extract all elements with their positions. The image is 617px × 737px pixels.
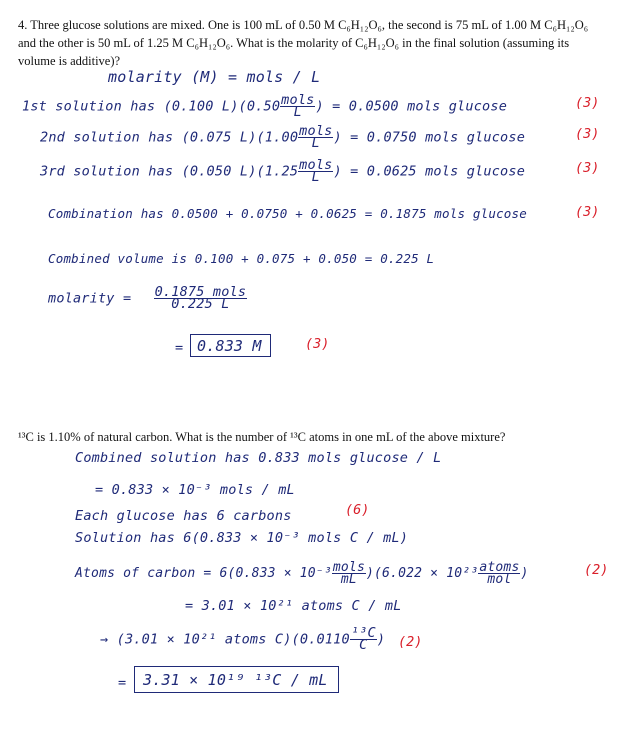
atoms-result-line: = 3.01 × 10²¹ atoms C / mL [185,598,402,614]
atoms-line-end: ) [520,566,529,581]
atoms-fraction-1 [332,562,366,585]
solution-3-line [40,157,526,185]
molarity-calculation [48,284,247,312]
molarity-label: molarity = [48,290,132,307]
solution-2-numerator: mols [299,123,333,139]
carbons-line: Each glucose has 6 carbons [75,508,292,524]
isotope-line-end: ) [376,631,386,648]
answer-box-1: 0.833 M [190,334,271,357]
solution-2-denominator: L [311,135,320,151]
solution-3-numerator: mols [299,157,333,173]
atoms-fraction-1-denominator: mL [340,572,357,587]
solution-2-points: (3) [575,126,600,142]
solution-3-result: ) = 0.0625 mols glucose [333,163,526,180]
isotope-numerator: ¹³C [350,625,376,641]
solution-3-denominator: L [311,169,320,185]
molarity-definition: molarity (M) = mols / L [108,68,321,86]
atoms-points: (2) [584,562,609,578]
solution-1-start: 1st solution has (0.100 L)(0.50 [22,98,281,115]
atoms-fraction-2 [478,562,520,585]
solution-3-fraction [298,157,333,185]
isotope-points: (2) [398,634,423,650]
answer-1-points: (3) [305,336,330,352]
molarity-numerator: 0.1875 mols [154,284,247,300]
solution-1-points: (3) [575,95,600,111]
solution-1-result: ) = 0.0500 mols glucose [315,98,508,115]
atoms-line-start: Atoms of carbon = 6(0.833 × 10⁻³ [75,566,332,581]
combined-volume-line: Combined volume is 0.100 + 0.075 + 0.050 = 0.225 L [48,251,435,266]
solution-2-start: 2nd solution has (0.075 L)(1.00 [40,129,299,146]
solution-2-fraction [298,123,333,151]
solution-1-line [22,92,508,120]
solution-3-start: 3rd solution has (0.050 L)(1.25 [40,163,299,180]
solution-1-numerator: mols [281,92,315,108]
molarity-fraction [154,284,248,312]
combination-points: (3) [575,204,600,220]
solution-2-line [40,123,526,151]
isotope-fraction [350,625,377,653]
atoms-fraction-2-numerator: atoms [479,560,520,575]
question-4-text: 4. Three glucose solutions are mixed. One is 100 mL of 0.50 M C₆H₁₂O₆, the second is 75 mL of 1.00 M C₆H₁₂O₆ and the other is 50 mL of 1.25 M C₆H₁₂O₆. What is the molarity of C₆H₁₂O₆ in the final solution (assuming its volume is additive)? [18,18,589,68]
molarity-denominator: 0.225 L [171,296,230,312]
atoms-fraction-2-denominator: mol [487,572,512,587]
atoms-fraction-1-numerator: mols [332,560,365,575]
answer-equals: = [175,340,184,356]
conversion-line: = 0.833 × 10⁻³ mols / mL [95,482,295,498]
isotope-line-start: → (3.01 × 10²¹ atoms C)(0.0110 [100,631,350,648]
solution-carbon-line: Solution has 6(0.833 × 10⁻³ mols C / mL) [75,530,409,546]
answer-2-equals: = [118,675,127,691]
carbons-points: (6) [345,502,370,518]
atoms-line-middle: )(6.022 × 10²³ [365,566,479,581]
question-13c-text: ¹³C is 1.10% of natural carbon. What is the number of ¹³C atoms in one mL of the above mixture? [18,430,506,444]
solution-3-points: (3) [575,160,600,176]
atoms-of-carbon-line [75,562,529,585]
isotope-denominator: C [359,637,368,653]
solution-1-denominator: L [293,104,302,120]
combination-line: Combination has 0.0500 + 0.0750 + 0.0625 = 0.1875 mols glucose [48,206,527,221]
answer-box-2: 3.31 × 10¹⁹ ¹³C / mL [134,666,339,693]
isotope-fraction-line [100,625,386,653]
combined-solution-line: Combined solution has 0.833 mols glucose / L [75,450,442,466]
solution-2-result: ) = 0.0750 mols glucose [333,129,526,146]
solution-1-fraction [280,92,315,120]
